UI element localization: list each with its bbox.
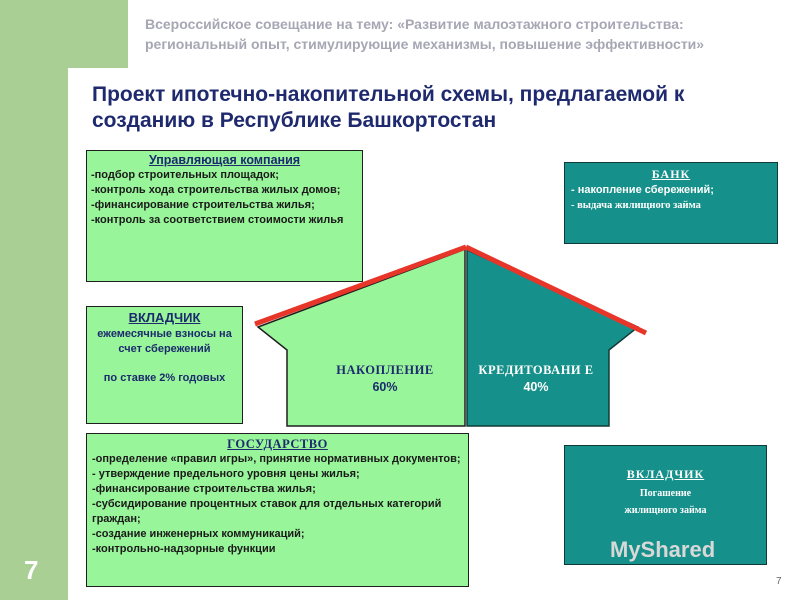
management-company-title: Управляющая компания <box>148 153 301 167</box>
investor-contributions-box <box>86 306 243 424</box>
management-item: -контроль хода строительства жилых домов; <box>91 184 341 196</box>
state-item: -контрольно-надзорные функции <box>92 543 276 555</box>
state-item: -определение «правил игры», принятие нормативных документов; <box>92 453 461 465</box>
slide-number: 7 <box>24 555 39 585</box>
accumulation-label <box>305 362 465 396</box>
investor-left-title: ВКЛАДЧИК <box>128 310 201 325</box>
crediting-value: 40% <box>523 380 549 394</box>
house-right-half <box>467 250 638 426</box>
state-item: -финансирование строительства жилья; <box>92 483 316 495</box>
investor-left-line2: по ставке 2% годовых <box>103 372 226 384</box>
state-item: -субсидирование процентных ставок для отдельных категорий граждан; <box>92 498 442 525</box>
conference-title: Всероссийское совещание на тему: «Развитие малоэтажного строительства: региональный опыт, стимулирующие механизмы, повышение эффективности» <box>145 16 705 52</box>
state-box <box>86 433 469 587</box>
management-item: -подбор строительных площадок; <box>91 169 279 181</box>
state-item: -создание инженерных коммуникаций; <box>92 528 305 540</box>
bank-item: - накопление сбережений; <box>571 184 714 196</box>
accumulation-value: 60% <box>372 380 398 394</box>
crediting-label <box>470 362 602 396</box>
left-sidebar-band <box>0 0 68 600</box>
bank-box <box>564 162 778 244</box>
state-item: - утверждение предельного уровня цены жилья; <box>92 468 360 480</box>
slide-title: Проект ипотечно-накопительной схемы, предлагаемой к созданию в Республике Башкортостан <box>92 83 685 132</box>
watermark-logo <box>610 537 715 563</box>
management-company-list <box>91 168 358 228</box>
investor-right-title: ВКЛАДЧИК <box>626 467 705 481</box>
investor-left-line1: ежемесячные взносы на счет сбережений <box>97 328 232 355</box>
state-title: ГОСУДАРСТВО <box>227 437 328 451</box>
management-item: -финансирование строительства жилья; <box>91 199 315 211</box>
house-diagram <box>250 238 650 428</box>
house-left-half <box>258 248 465 426</box>
management-item: -контроль за соответствием стоимости жилья <box>91 214 344 226</box>
watermark-text: MyShared <box>610 537 716 562</box>
state-list <box>92 452 463 557</box>
investor-right-text: Погашение жилищного займа <box>624 488 707 516</box>
accumulation-title: НАКОПЛЕНИЕ <box>336 363 434 377</box>
crediting-title: КРЕДИТОВАНИ Е <box>478 363 594 377</box>
page-number: 7 <box>776 576 782 587</box>
bank-item: - выдача жилищного займа <box>571 200 701 211</box>
bank-title: БАНК <box>651 167 691 181</box>
